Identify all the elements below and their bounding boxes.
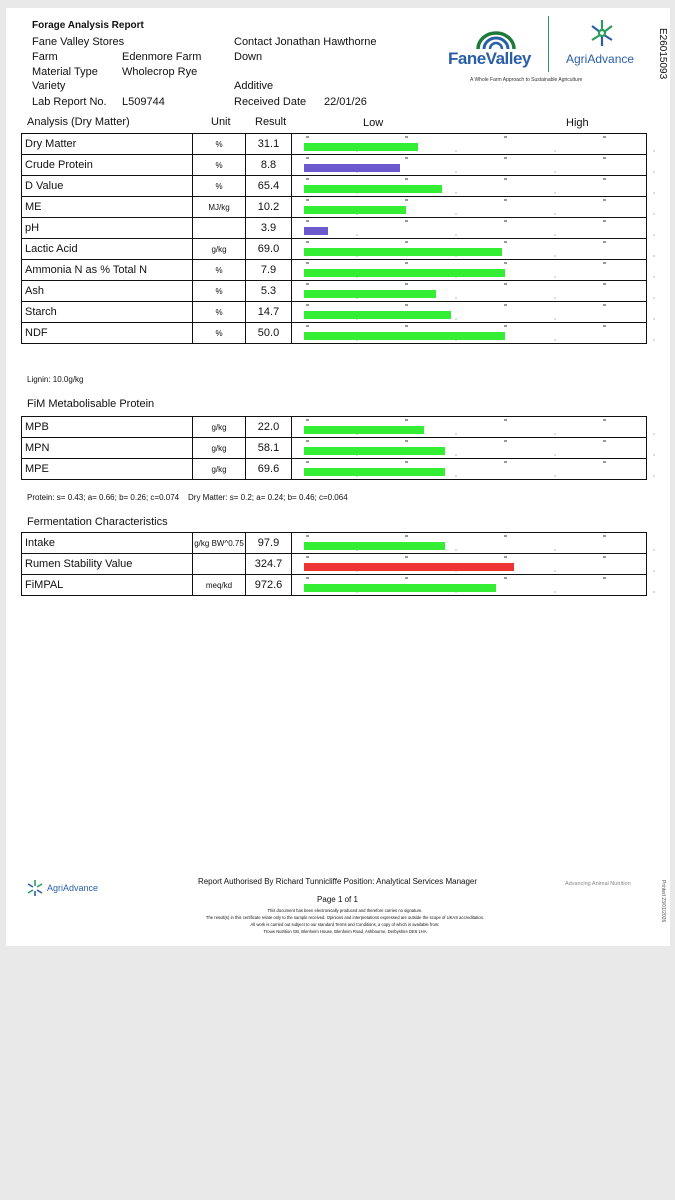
range-tick-minor xyxy=(554,549,556,551)
table-row xyxy=(22,533,647,554)
row-name: NDF xyxy=(22,323,193,344)
range-tick-minor xyxy=(653,192,655,194)
row-range-bar xyxy=(292,575,647,596)
table-row xyxy=(22,176,647,197)
result-bar-fill xyxy=(304,290,436,298)
range-tick xyxy=(603,220,606,222)
range-tick-minor xyxy=(653,475,655,477)
fermentation-title: Fermentation Characteristics xyxy=(27,516,168,528)
range-tick-minor xyxy=(653,433,655,435)
range-tick xyxy=(504,178,507,180)
row-name: Crude Protein xyxy=(22,155,193,176)
labno-label: Lab Report No. xyxy=(32,96,107,108)
row-range-bar xyxy=(292,197,647,218)
row-unit: % xyxy=(193,134,246,155)
result-bar-fill xyxy=(304,584,496,592)
range-tick xyxy=(405,262,408,264)
table-row xyxy=(22,260,647,281)
range-tick-minor xyxy=(554,213,556,215)
row-result: 69.0 xyxy=(246,239,292,260)
table-row xyxy=(22,302,647,323)
range-tick xyxy=(603,325,606,327)
result-bar-fill xyxy=(304,447,445,455)
footer-page-number: Page 1 of 1 xyxy=(317,895,358,904)
range-tick-minor xyxy=(455,454,457,456)
farm-value: Edenmore Farm xyxy=(122,51,202,63)
range-tick xyxy=(603,440,606,442)
result-bar-fill xyxy=(304,563,514,571)
range-tick xyxy=(603,283,606,285)
row-name: Rumen Stability Value xyxy=(22,554,193,575)
row-result: 31.1 xyxy=(246,134,292,155)
row-result: 10.2 xyxy=(246,197,292,218)
county: Down xyxy=(234,51,263,63)
table-row xyxy=(22,575,647,596)
received-label: Received Date xyxy=(234,96,307,108)
lignin-note: Lignin: 10.0g/kg xyxy=(27,375,84,384)
range-tick-minor xyxy=(455,192,457,194)
range-tick xyxy=(405,157,408,159)
range-tick xyxy=(603,304,606,306)
range-tick xyxy=(405,461,408,463)
range-tick xyxy=(405,577,408,579)
range-tick xyxy=(603,461,606,463)
row-name: Ash xyxy=(22,281,193,302)
range-tick xyxy=(504,440,507,442)
range-tick xyxy=(405,283,408,285)
range-tick xyxy=(405,556,408,558)
row-name: FiMPAL xyxy=(22,575,193,596)
row-result: 5.3 xyxy=(246,281,292,302)
range-tick xyxy=(603,136,606,138)
range-tick xyxy=(603,419,606,421)
row-range-bar xyxy=(292,281,647,302)
range-tick xyxy=(405,304,408,306)
row-unit: g/kg xyxy=(193,459,246,480)
range-tick xyxy=(504,304,507,306)
range-tick-minor xyxy=(653,339,655,341)
range-tick xyxy=(603,556,606,558)
range-tick xyxy=(603,262,606,264)
variety-label: Variety xyxy=(32,80,66,92)
range-tick-minor xyxy=(554,591,556,593)
range-tick xyxy=(405,535,408,537)
row-range-bar xyxy=(292,176,647,197)
range-tick xyxy=(504,220,507,222)
range-tick-minor xyxy=(455,150,457,152)
row-range-bar xyxy=(292,134,647,155)
row-result: 972.6 xyxy=(246,575,292,596)
row-range-bar xyxy=(292,218,647,239)
report-title: Forage Analysis Report xyxy=(32,20,144,31)
result-bar-fill xyxy=(304,248,502,256)
range-tick xyxy=(306,461,309,463)
range-tick xyxy=(405,325,408,327)
range-tick xyxy=(306,241,309,243)
range-tick-minor xyxy=(653,255,655,257)
row-unit: % xyxy=(193,260,246,281)
range-tick xyxy=(405,178,408,180)
row-unit xyxy=(193,218,246,239)
row-result: 324.7 xyxy=(246,554,292,575)
range-tick-minor xyxy=(653,150,655,152)
table-row xyxy=(22,197,647,218)
range-tick-minor xyxy=(554,297,556,299)
range-tick-minor xyxy=(554,433,556,435)
range-tick-minor xyxy=(653,171,655,173)
row-result: 22.0 xyxy=(246,417,292,438)
table-row xyxy=(22,134,647,155)
logo-tagline: A Whole Farm Approach to Sustainable Agriculture xyxy=(470,77,583,83)
range-tick xyxy=(306,283,309,285)
range-tick xyxy=(504,136,507,138)
footer-authorised: Report Authorised By Richard Tunnicliffe Position: Analytical Services Manager xyxy=(197,877,478,886)
row-name: ME xyxy=(22,197,193,218)
row-result: 8.8 xyxy=(246,155,292,176)
labno-value: L509744 xyxy=(122,96,165,108)
range-tick xyxy=(603,157,606,159)
range-tick xyxy=(306,419,309,421)
metabolisable-protein-table xyxy=(21,416,647,480)
range-tick xyxy=(603,241,606,243)
row-range-bar xyxy=(292,260,647,281)
footer-fine-print-2: The result(s) in this certificate relate only to the sample received. Opinions and interpretations expressed are outside the scope of UKAS accreditation. xyxy=(205,915,485,920)
agriadvance-logo: AgriAdvance xyxy=(566,52,635,66)
range-tick xyxy=(405,199,408,201)
range-tick-minor xyxy=(554,475,556,477)
row-range-bar xyxy=(292,302,647,323)
range-tick xyxy=(306,178,309,180)
row-result: 7.9 xyxy=(246,260,292,281)
col-unit-header: Unit xyxy=(211,116,231,128)
col-analysis-header: Analysis (Dry Matter) xyxy=(27,116,130,128)
analysis-table xyxy=(21,133,647,344)
range-tick xyxy=(405,440,408,442)
range-tick-minor xyxy=(554,318,556,320)
row-name: Intake xyxy=(22,533,193,554)
range-tick xyxy=(504,157,507,159)
result-bar-fill xyxy=(304,164,400,172)
row-result: 50.0 xyxy=(246,323,292,344)
row-range-bar xyxy=(292,438,647,459)
result-bar-fill xyxy=(304,206,406,214)
range-tick-minor xyxy=(653,297,655,299)
range-tick xyxy=(603,178,606,180)
fanevalley-logo: FaneValley xyxy=(448,49,531,68)
result-bar-fill xyxy=(304,143,418,151)
farm-label: Farm xyxy=(32,51,58,63)
row-name: Starch xyxy=(22,302,193,323)
range-tick-minor xyxy=(455,433,457,435)
range-tick xyxy=(603,199,606,201)
contact-name: Contact Jonathan Hawthorne xyxy=(234,36,377,48)
row-name: MPN xyxy=(22,438,193,459)
range-tick xyxy=(405,136,408,138)
range-tick-minor xyxy=(554,192,556,194)
customer-name: Fane Valley Stores xyxy=(32,36,125,48)
row-name: Dry Matter xyxy=(22,134,193,155)
range-tick xyxy=(405,220,408,222)
range-tick xyxy=(504,556,507,558)
range-tick-minor xyxy=(356,234,358,236)
row-unit: g/kg xyxy=(193,417,246,438)
range-tick-minor xyxy=(653,591,655,593)
range-tick xyxy=(405,241,408,243)
row-unit: % xyxy=(193,302,246,323)
range-tick xyxy=(603,535,606,537)
row-unit: g/kg xyxy=(193,239,246,260)
range-tick-minor xyxy=(455,549,457,551)
range-tick-minor xyxy=(455,213,457,215)
table-row xyxy=(22,239,647,260)
range-tick xyxy=(306,325,309,327)
row-range-bar xyxy=(292,323,647,344)
result-bar-fill xyxy=(304,426,424,434)
row-range-bar xyxy=(292,417,647,438)
row-result: 58.1 xyxy=(246,438,292,459)
result-bar-fill xyxy=(304,468,445,476)
range-tick xyxy=(306,304,309,306)
range-tick xyxy=(504,262,507,264)
range-tick xyxy=(306,556,309,558)
range-tick-minor xyxy=(455,171,457,173)
footer-fine-print-1: This document has been electronically produced and therefore carries no signature. xyxy=(267,908,423,913)
table-row xyxy=(22,554,647,575)
col-result-header: Result xyxy=(255,116,287,128)
row-name: Lactic Acid xyxy=(22,239,193,260)
row-unit xyxy=(193,554,246,575)
footer-tagline: Advancing Animal Nutrition xyxy=(565,881,631,887)
range-tick xyxy=(306,535,309,537)
row-result: 3.9 xyxy=(246,218,292,239)
row-name: pH xyxy=(22,218,193,239)
result-bar-fill xyxy=(304,311,451,319)
range-tick-minor xyxy=(554,234,556,236)
range-tick-minor xyxy=(653,234,655,236)
row-range-bar xyxy=(292,554,647,575)
row-name: Ammonia N as % Total N xyxy=(22,260,193,281)
material-label: Material Type xyxy=(32,66,98,78)
row-unit: MJ/kg xyxy=(193,197,246,218)
row-unit: % xyxy=(193,281,246,302)
range-tick-minor xyxy=(455,297,457,299)
row-result: 14.7 xyxy=(246,302,292,323)
col-low-header: Low xyxy=(363,117,384,129)
range-tick-minor xyxy=(554,150,556,152)
row-unit: % xyxy=(193,176,246,197)
range-tick xyxy=(603,577,606,579)
result-bar-fill xyxy=(304,227,328,235)
row-result: 97.9 xyxy=(246,533,292,554)
range-tick xyxy=(504,241,507,243)
additive-label: Additive xyxy=(234,80,274,92)
row-unit: % xyxy=(193,155,246,176)
range-tick xyxy=(504,419,507,421)
range-tick-minor xyxy=(554,339,556,341)
result-bar-fill xyxy=(304,332,505,340)
footer-fine-print-4: Trouw Nutrition GB, Blenheim House, Blenheim Road, Ashbourne, Derbyshire DE6 1HA xyxy=(263,929,427,934)
footer-fine-print-3: All work is carried out subject to our standard Terms and Conditions, a copy of which is available from: xyxy=(250,922,440,927)
range-tick-minor xyxy=(554,276,556,278)
row-unit: meq/kd xyxy=(193,575,246,596)
range-tick xyxy=(504,325,507,327)
row-range-bar xyxy=(292,459,647,480)
range-tick-minor xyxy=(653,213,655,215)
range-tick xyxy=(504,199,507,201)
fermentation-table xyxy=(21,532,647,596)
result-bar-fill xyxy=(304,542,445,550)
row-unit: g/kg xyxy=(193,438,246,459)
range-tick xyxy=(306,157,309,159)
material-value: Wholecrop Rye xyxy=(122,66,198,78)
row-name: MPB xyxy=(22,417,193,438)
table-row xyxy=(22,438,647,459)
range-tick xyxy=(306,577,309,579)
table-row xyxy=(22,417,647,438)
range-tick xyxy=(504,283,507,285)
range-tick xyxy=(504,577,507,579)
range-tick xyxy=(306,136,309,138)
row-range-bar xyxy=(292,155,647,176)
range-tick xyxy=(306,199,309,201)
range-tick-minor xyxy=(653,318,655,320)
range-tick-minor xyxy=(554,255,556,257)
footer-print-date: Printed 23/01/2026 xyxy=(660,880,666,923)
range-tick-minor xyxy=(653,276,655,278)
range-tick xyxy=(306,262,309,264)
range-tick-minor xyxy=(653,549,655,551)
row-result: 69.6 xyxy=(246,459,292,480)
range-tick xyxy=(405,419,408,421)
range-tick-minor xyxy=(455,475,457,477)
range-tick xyxy=(306,440,309,442)
agriadvance-star-icon xyxy=(588,18,616,48)
result-bar-fill xyxy=(304,269,505,277)
row-unit: % xyxy=(193,323,246,344)
footer-agriadvance-logo: AgriAdvance xyxy=(47,883,99,893)
range-tick xyxy=(504,535,507,537)
row-name: MPE xyxy=(22,459,193,480)
row-unit: g/kg BW^0.75 xyxy=(193,533,246,554)
logo-divider xyxy=(548,16,549,72)
metabolisable-protein-title: FiM Metabolisable Protein xyxy=(27,398,155,410)
table-row xyxy=(22,459,647,480)
range-tick xyxy=(504,461,507,463)
table-row xyxy=(22,281,647,302)
range-tick-minor xyxy=(554,454,556,456)
range-tick-minor xyxy=(455,318,457,320)
col-high-header: High xyxy=(566,117,589,129)
range-tick-minor xyxy=(653,570,655,572)
row-result: 65.4 xyxy=(246,176,292,197)
table-row xyxy=(22,323,647,344)
degradability-note: Protein: s= 0.43; a= 0.66; b= 0.26; c=0.074 Dry Matter: s= 0.2; a= 0.24; b= 0.46; c=0.064 xyxy=(27,493,348,502)
result-bar-fill xyxy=(304,185,442,193)
row-range-bar xyxy=(292,533,647,554)
received-value: 22/01/26 xyxy=(324,96,367,108)
range-tick xyxy=(306,220,309,222)
range-tick-minor xyxy=(554,171,556,173)
row-name: D Value xyxy=(22,176,193,197)
fanevalley-arch-icon xyxy=(474,30,518,50)
table-row xyxy=(22,218,647,239)
table-row xyxy=(22,155,647,176)
range-tick-minor xyxy=(554,570,556,572)
vertical-report-id: E26015093 xyxy=(657,28,668,80)
range-tick-minor xyxy=(653,454,655,456)
row-range-bar xyxy=(292,239,647,260)
range-tick-minor xyxy=(455,234,457,236)
